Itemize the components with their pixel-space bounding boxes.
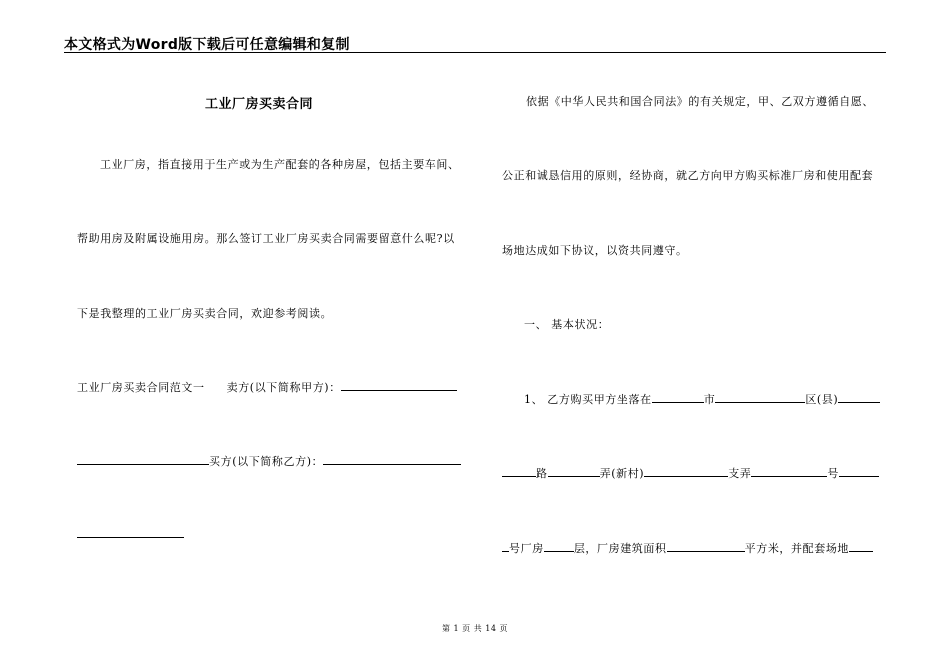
right-para-line-2: 公正和诚恳信用的原则，经协商，就乙方向甲方购买标准厂房和使用配套	[502, 169, 874, 182]
area-blank[interactable]	[667, 541, 745, 552]
floor-label: 层，厂房建筑面积	[573, 542, 667, 555]
buyer-label: 买方(以下简称乙方)：	[209, 455, 324, 468]
right-para-line-3: 场地达成如下协议，以资共同遵守。	[502, 244, 688, 257]
page-footer: 第 1 页 共 14 页	[442, 624, 508, 633]
intro-line-1: 工业厂房，指直接用于生产或为生产配套的各种房屋，包括主要车间、	[100, 158, 460, 171]
branch-label: 支弄	[728, 467, 752, 480]
right-para-line-1: 依据《中华人民共和国合同法》的有关规定，甲、乙双方遵循自愿、	[526, 95, 874, 108]
number-label: 号	[827, 467, 840, 480]
location-line-1	[524, 391, 880, 407]
site-blank[interactable]	[849, 541, 873, 552]
lane-blank[interactable]	[644, 466, 728, 477]
location-line-3	[502, 540, 873, 556]
document-title: 工业厂房买卖合同	[205, 97, 314, 112]
road-label: 路	[536, 467, 548, 480]
buyer-name-blank[interactable]	[323, 454, 461, 465]
district-label: 区(县)	[805, 393, 839, 406]
item1-prefix: 1、 乙方购买甲方坐落在	[524, 393, 652, 406]
buyer-prefix-blank[interactable]	[77, 454, 209, 465]
city-label: 市	[703, 393, 716, 406]
buyer-cont-line	[77, 527, 184, 541]
sqm-label: 平方米，并配套场地	[744, 542, 850, 555]
document-header: 本文格式为Word版下载后可任意编辑和复制	[64, 37, 350, 53]
buyer-cont-blank[interactable]	[77, 527, 184, 538]
location-line-2	[502, 465, 879, 481]
branch-blank[interactable]	[751, 466, 827, 477]
factory-no-label: 号厂房	[509, 542, 544, 555]
intro-line-2: 帮助用房及附属设施用房。那么签订工业厂房买卖合同需要留意什么呢?以	[77, 232, 455, 245]
road-blank[interactable]	[548, 466, 600, 477]
sample-label: 工业厂房买卖合同范文一	[77, 381, 205, 394]
factory-pre-blank[interactable]	[502, 541, 509, 552]
seller-label: 卖方(以下简称甲方)：	[226, 381, 341, 394]
number-blank[interactable]	[839, 466, 879, 477]
road-pre-blank[interactable]	[502, 466, 536, 477]
floor-blank[interactable]	[544, 541, 574, 552]
intro-line-3: 下是我整理的工业厂房买卖合同，欢迎参考阅读。	[77, 307, 333, 320]
district-blank[interactable]	[838, 392, 880, 403]
seller-name-blank[interactable]	[341, 380, 457, 391]
city-blank[interactable]	[715, 392, 805, 403]
location-blank-1[interactable]	[652, 392, 704, 403]
buyer-line	[77, 453, 461, 469]
seller-line	[77, 379, 457, 395]
header-divider	[64, 52, 886, 53]
section-heading-basic: 一、 基本状况：	[524, 318, 610, 331]
lane-label: 弄(新村)	[599, 467, 645, 480]
